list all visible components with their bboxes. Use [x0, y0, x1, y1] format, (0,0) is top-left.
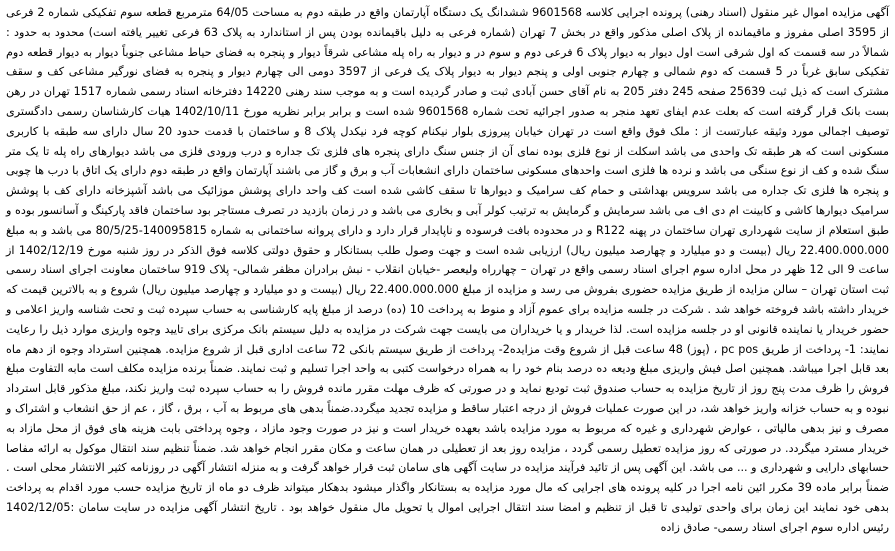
- notice-body-text: آگهی مزایده اموال غیر منقول (اسناد رهنی) پرونده اجرایی کلاسه 9601568 ششدانگ یک دستگاه آپارتمان واقع در طبقه دوم به مساحت 64/05 مترمربع قطعه سوم تفکیکی شماره 2 فرعی از 3595 اصلی مفروز و ماقیمانده از پلاک اصلی مذکور واقع در بخش 7 تهران (شماره فرعی به دلیل باقیمانده بودن پس از استاندارد به پلاک 63 فرعی تغییر یافته است) محدود به حدود : شمالاً در سه قسمت که اول شرقی است اول دیوار به دیوار پلاک 6 فرعی دوم و سوم در و دیوار به راه پله مشاعی شرقاً دیوار و پنجره به فضای حیاط مشاعی جنوباً دیوار به دیوار قطعه دوم تفکیکی سابق غرباً در 5 قسمت که دوم شمالی و چهارم جنوبی اولی و پنجم دیوار به دیوار پلاک یک فرعی از 3597 دومی الی چهارم دیوار و پنجره به فضای نورگیر مشاعی کف و سقف مشترک است که ذیل ثبت 25639 صفحه 245 دفتر 205 به نام آقای حسن آبادی ثبت و صادر گردیده است و به موجب سند رهنی 14220 دفترخانه اسناد رسمی شماره 1517 تهران در رهن بست بانک قرار گرفته است که بعلت عدم ایفای تعهد منجر به صدور اجرائیه تحت شماره 9601568 شده است و برابر برابر نظریه مورخ 1402/10/11 هیات کارشناسان رسمی دادگستری توصیف اجمالی مورد وثیقه عبارتست از : ملک فوق واقع است در تهران خیابان پیروزی بلوار نیکنام کوچه فرد نیکدل پلاک 8 و ساختمان با قدمت حدود 20 سال دارای سه طبقه با کاربری مسکونی است که هر طبقه تک واحدی می باشد اسکلت از نوع فلزی بوده نمای آن از جنس سنگ دارای پنجره های فلزی تک جداره و درب ورودی فلزی می باشد دیوارهای راه پله تا یک متر سنگ شده و کف از نوع سنگی می باشد و نرده ها فلزی است واحدهای مسکونی ساختمان دارای انشعابات آب و برق و گاز می باشند آپارتمان واقع در طبقه دوم دارای یک اتاق با درب ها چوبی و پنجره ها فلزی تک جداره می باشد سرویس بهداشتی و حمام کف سرامیک و دیوارها تا سقف کاشی شده است کف واحد دارای پوشش موزائیک می باشد آشپزخانه دارای کف با پوشش سرامیک دیوارها کاشی و کابینت ام دی اف می باشد سرمایش و گرمایش به ترتیب کولر آبی و بخاری می باشد و در زمان بازدید در تصرف مستاجر بود ساختمان فاقد پارکینگ و آسانسور بوده و طبق استعلام از سایت شهرداری تهران ساختمان در پهنه R122 و در محدوده بافت فرسوده و ناپایدار قرار دارد و دارای پروانه ساختمانی به شماره 140095815-80/5/25 می باشد و به مبلغ 22.400.000.000 ریال (بیست و دو میلیارد و چهارصد میلیون ریال) ارزیابی شده است و جهت وصول طلب بستانکار و حقوق دولتی کلاسه فوق الذکر در روز شنبه مورخ 1402/12/19 از ساعت 9 الی 12 ظهر در محل اداره سوم اجرای اسناد رسمی واقع در تهران – چهارراه ولیعصر -خیابان انقلاب - نبش برادران مظفر شمالی- پلاک 919 ساختمان معاونت اجرای اسناد رسمی ثبت استان تهران – سالن مزایده از طریق مزایده حضوری بفروش می رسد و مزایده از مبلغ 22.400.000.000 ریال (بیست و دو میلیارد و چهارصد میلیون ریال) شروع و به بالاترین قیمت که خریدار داشته باشد فروخته خواهد شد . شرکت در جلسه مزایده برای عموم آزاد و منوط به پرداخت 10 (ده) درصد از مبلغ پایه کارشناسی به حساب سپرده ثبت و تحت شناسه واریز اعلامی و حضور خریدار یا نماینده قانونی او در جلسه مزایده است. لذا خریدار و یا خریداران می بایست جهت شرکت در مزایده به دلیل سیستم بانک مرکزی برای تایید وجوه واریزی موارد ذیل را رعایت نمایند: 1- پرداخت از طریق pc pos ، (پوز) 48 ساعت قبل از شروع وقت مزایده2- پرداخت از طریق سیستم بانکی 72 ساعت اداری قبل از شروع مزایده. همچنین استرداد وجوه از دهم ماه بعد قابل اجرا میباشد. همچنین اصل فیش واریزی مبلغ ودیعه ده درصد بنام خود را به همراه درخواست کتبی به واحد اجرا تسلیم و ثبت نمایند. ضمناً برنده مزایده مکلف است مابه التفاوت مبلغ فروش را ظرف مدت پنج روز از تاریخ مزایده به حساب صندوق ثبت تودیع نماید و در صورتی که ظرف مهلت مقرر مانده فروش را به حساب سپرده ثبت واریز نکند، مبلغ مذکور قابل استرداد نبوده و به حساب خزانه واریز خواهد شد، در این صورت عملیات فروش از درجه اعتبار ساقط و مزایده تجدید میگردد.ضمناً بدهی های مربوط به آب ، برق ، گاز ، عم از حق انشعاب و اشتراک و مصرف و نیز بدهی مالیاتی ، عوارض شهرداری و غیره که مربوط به مورد مزایده باشد بعهده خریدار است و نیز در صورت وجود مازاد ، وجوه پرداختی بابت هزینه های فوق از محل مازاد به خریدار مسترد میگردد. در صورتی که روز مزایده تعطیل رسمی گردد ، مزایده روز بعد از تعطیلی در همان ساعت و مکان مقرر انجام خواهد شد. ضمناً تنظیم سند انتقال موکول به ارائه مفاصا حسابهای دارایی و شهرداری و ... می باشد. این آگهی پس از تائید فرآیند مزایده در سایت آگهی های سامان ثبت قرار خواهد گرفت و به منزله انتشار آگهی در روزنامه کثیر الانتشار محلی است . ضمناً برابر ماده 39 مکرر ائین نامه اجرا در کلیه پرونده های اجرایی که مال مورد مزایده به بستانکار واگذار میشود بدهکار میتواند ظرف دو ماه از تاریخ مزایده حسب مورد اقدام به پرداخت بدهی خود نمایند این زمان برای واحدی تولیدی تا قبل از تنظیم و امضا سند انتقال اجرایی اموال یا تحویل مال منقول خواهد بود . تاریخ انتشار آگهی مزایده در سایت سامان :1402/12/05 رئیس اداره سوم اجرای اسناد رسمی- صادق زاده: [6, 6, 890, 534]
